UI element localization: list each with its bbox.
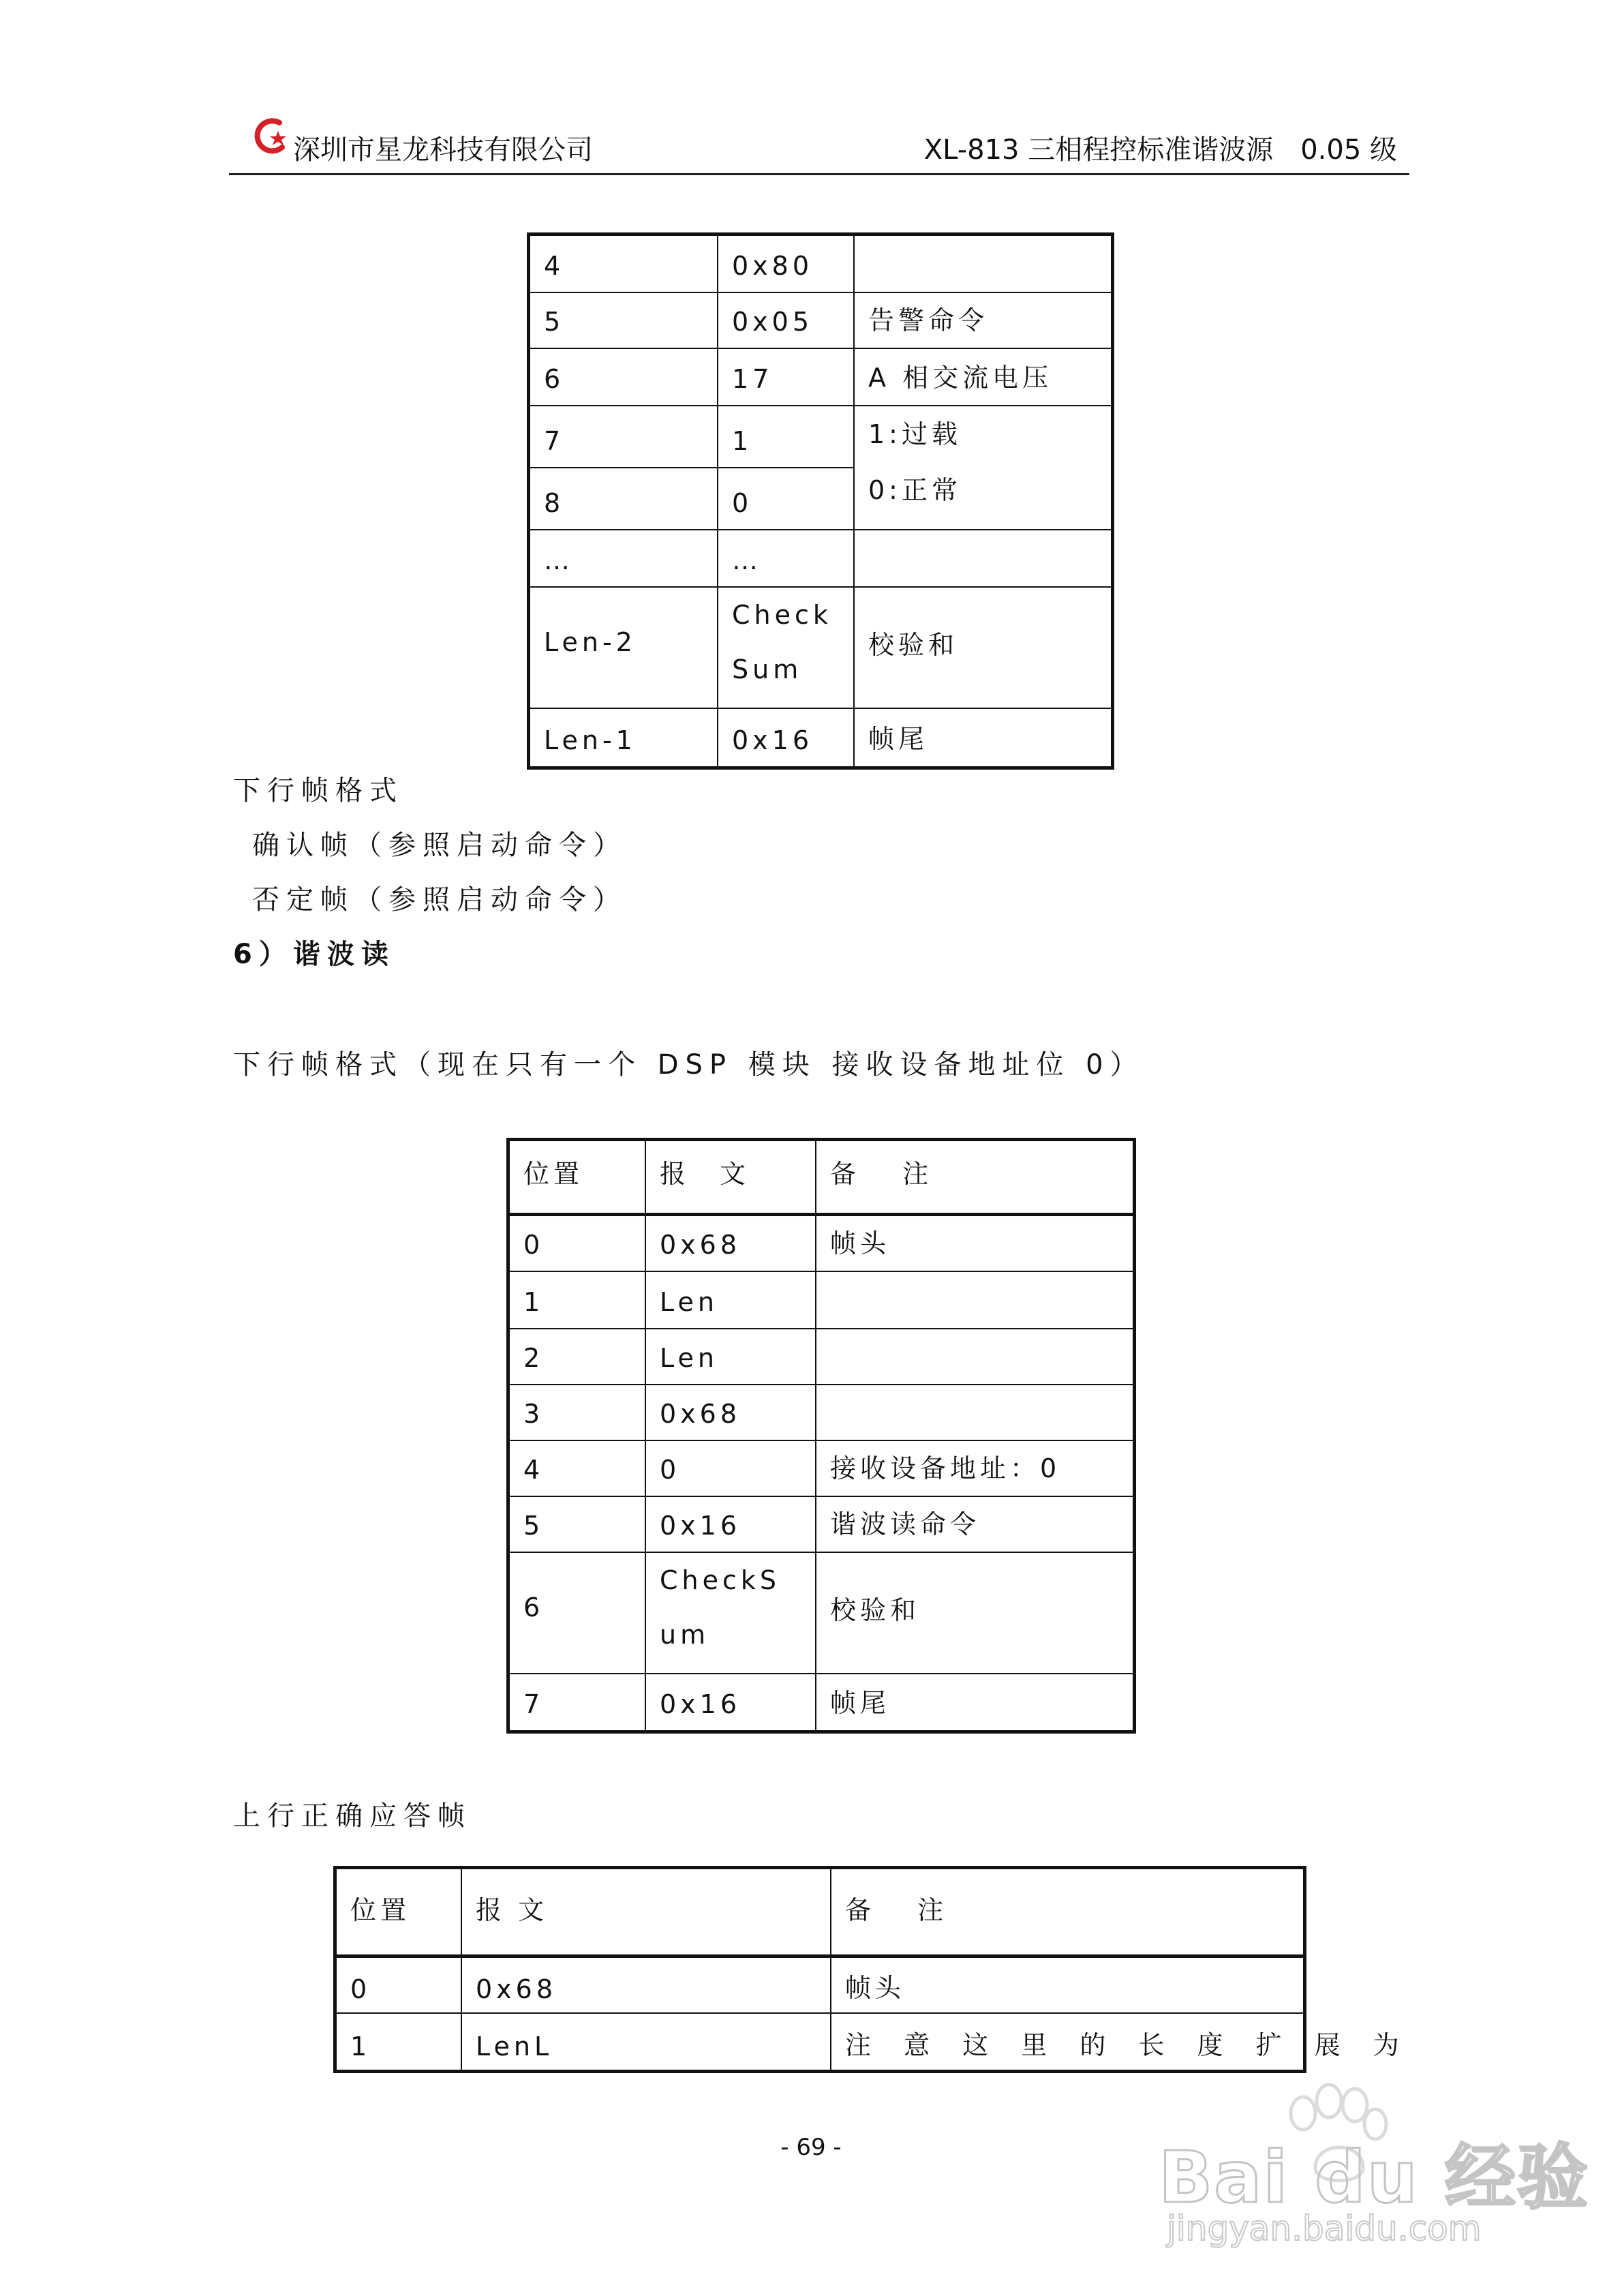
cell-note: 帧尾 <box>816 1674 1133 1731</box>
table-row <box>530 235 1112 292</box>
cell-pos: 0 <box>336 1956 461 2013</box>
table-row <box>530 292 1112 348</box>
cell-msg: 0x68 <box>645 1214 816 1271</box>
table-row <box>530 530 1112 587</box>
cell-note: 帧头 <box>831 1956 1304 2013</box>
table-row <box>509 1385 1133 1440</box>
cell-pos: 5 <box>509 1496 645 1552</box>
table-row <box>509 1214 1133 1271</box>
cell-pos: 8 <box>530 468 718 530</box>
table-row <box>530 708 1112 767</box>
cell-msg: 0x80 <box>718 235 854 292</box>
cell-pos: 7 <box>509 1674 645 1731</box>
cell-msg <box>718 587 854 708</box>
section-title: 6）谐波读 <box>233 939 395 970</box>
cell-note <box>854 235 1112 292</box>
confirm-frame-note: 确认帧（参照启动命令） <box>252 830 627 861</box>
header-note: 备 注 <box>831 1869 1304 1956</box>
harmonic-read-downlink-table <box>508 1140 1134 1732</box>
cell-msg-line: um <box>660 1620 710 1650</box>
cell-note: 告警命令 <box>854 292 1112 348</box>
cell-msg-line: CheckS <box>660 1565 781 1595</box>
cell-note: 接收设备地址：0 <box>816 1440 1133 1496</box>
cell-note: A 相交流电压 <box>854 348 1112 406</box>
cell-note: 校验和 <box>816 1552 1133 1674</box>
cell-pos: Len-2 <box>530 587 718 708</box>
cell-msg <box>645 1552 816 1674</box>
cell-msg: 0 <box>718 468 854 530</box>
cell-pos: 3 <box>509 1385 645 1440</box>
header-company-name: 深圳市星龙科技有限公司 <box>293 134 593 166</box>
cell-pos: 0 <box>509 1214 645 1271</box>
cell-note <box>816 1385 1133 1440</box>
cell-pos: 7 <box>530 406 718 468</box>
table-row <box>530 348 1112 406</box>
cell-pos: 4 <box>530 235 718 292</box>
table-row <box>336 1956 1304 2013</box>
watermark-brand: Bai du 经验 <box>1159 2136 1589 2219</box>
cell-pos: Len-1 <box>530 708 718 767</box>
alarm-frame-table <box>529 235 1112 768</box>
cell-note: 帧尾 <box>854 708 1112 767</box>
cell-msg: 0x68 <box>645 1385 816 1440</box>
cell-note <box>854 530 1112 587</box>
cell-msg: LenL <box>461 2013 831 2070</box>
cell-msg-line: Sum <box>732 654 803 684</box>
cell-note: 谐波读命令 <box>816 1496 1133 1552</box>
cell-msg: Len <box>645 1271 816 1329</box>
watermark-url: jingyan.baidu.com <box>1167 2209 1482 2248</box>
table-header-row <box>509 1141 1133 1214</box>
cell-msg: 0 <box>645 1440 816 1496</box>
cell-pos: 6 <box>530 348 718 406</box>
table-row <box>509 1440 1133 1496</box>
cell-note: 注 意 这 里 的 长 度 扩 展 为 <box>831 2013 1304 2070</box>
table-row <box>509 1496 1133 1552</box>
cell-pos: … <box>530 530 718 587</box>
uplink-correct-reply-label: 上行正确应答帧 <box>233 1800 472 1832</box>
downlink-format-label: 下行帧格式 <box>233 775 403 806</box>
cell-msg: 0x16 <box>718 708 854 767</box>
header-divider <box>229 173 1409 175</box>
table-row <box>509 1329 1133 1385</box>
header-note: 备 注 <box>816 1141 1133 1214</box>
downlink-format-description: 下行帧格式（现在只有一个 DSP 模块 接收设备地址位 0） <box>233 1049 1144 1081</box>
table-row <box>509 1552 1133 1674</box>
cell-pos: 2 <box>509 1329 645 1385</box>
table-row <box>509 1674 1133 1731</box>
cell-note <box>816 1271 1133 1329</box>
company-logo-icon <box>252 116 288 157</box>
negative-frame-note: 否定帧（参照启动命令） <box>252 884 627 916</box>
cell-msg: 1 <box>718 406 854 468</box>
table-header-row <box>336 1869 1304 1956</box>
cell-note: 帧头 <box>816 1214 1133 1271</box>
cell-msg: 0x05 <box>718 292 854 348</box>
cell-msg: Len <box>645 1329 816 1385</box>
note-overload: 1:过载 <box>868 419 962 449</box>
cell-msg: 0x16 <box>645 1496 816 1552</box>
cell-pos: 1 <box>336 2013 461 2070</box>
cell-note <box>816 1329 1133 1385</box>
table-row <box>336 2013 1304 2070</box>
cell-pos: 5 <box>530 292 718 348</box>
cell-note: 校验和 <box>854 587 1112 708</box>
uplink-reply-table <box>335 1868 1411 2071</box>
header-msg: 报 文 <box>461 1869 831 1956</box>
cell-pos: 4 <box>509 1440 645 1496</box>
cell-msg: 17 <box>718 348 854 406</box>
header-pos: 位置 <box>336 1869 461 1956</box>
cell-pos: 1 <box>509 1271 645 1329</box>
table-row <box>530 587 1112 708</box>
cell-note-overload-status <box>854 406 1112 530</box>
note-normal: 0:正常 <box>868 475 962 505</box>
cell-msg: 0x16 <box>645 1674 816 1731</box>
cell-msg: 0x68 <box>461 1956 831 2013</box>
cell-pos: 6 <box>509 1552 645 1674</box>
table-row <box>530 406 1112 468</box>
cell-msg-line: Check <box>732 600 832 630</box>
header-pos: 位置 <box>509 1141 645 1214</box>
cell-msg: … <box>718 530 854 587</box>
header-msg: 报 文 <box>645 1141 816 1214</box>
header-product-model: XL-813 三相程控标准谐波源 0.05 级 <box>923 134 1397 166</box>
table-row <box>509 1271 1133 1329</box>
page-number: - 69 - <box>780 2134 842 2161</box>
